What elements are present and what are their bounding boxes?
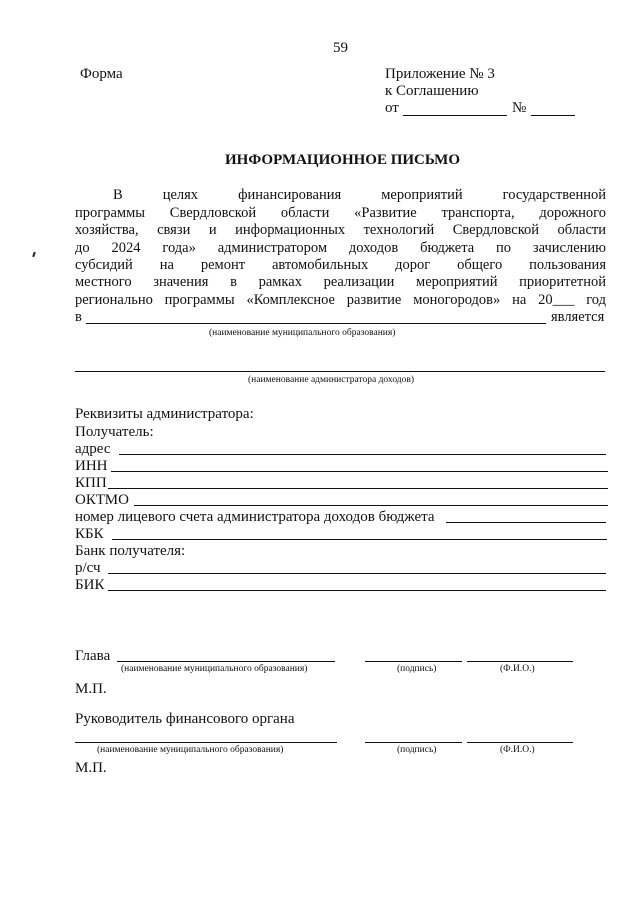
finance-caption-sign: (подпись) xyxy=(397,745,437,755)
caption-municipality: (наименование муниципального образования) xyxy=(209,328,396,338)
admin-line[interactable] xyxy=(75,371,605,372)
bik-field[interactable] xyxy=(108,590,606,591)
appendix-from: от xyxy=(385,100,399,116)
finance-caption-name: (наименование муниципального образования) xyxy=(97,745,284,755)
appendix-line1: Приложение № 3 xyxy=(385,66,495,82)
is-word: является xyxy=(551,309,605,325)
municipality-line[interactable] xyxy=(86,323,546,324)
requisites-title: Реквизиты администратора: xyxy=(75,406,254,422)
appendix-number-line xyxy=(531,115,575,116)
body-line-2: программы Свердловской области «Развитие транспорта, дорожного xyxy=(75,205,606,221)
finance-caption-fio: (Ф.И.О.) xyxy=(500,745,535,755)
account-label: номер лицевого счета администратора доходов бюджета xyxy=(75,509,435,525)
oktmo-field[interactable] xyxy=(134,505,608,506)
bank-label: Банк получателя: xyxy=(75,543,186,559)
head-sign-line[interactable] xyxy=(365,661,462,662)
body-line-3: хозяйства, связи и информационных технологий Свердловской области xyxy=(75,222,606,238)
in-word: в xyxy=(75,309,82,325)
inn-label: ИНН xyxy=(75,458,108,474)
kbk-field[interactable] xyxy=(112,539,607,540)
body-line-6: местного значения в рамках реализации мероприятий приоритетной xyxy=(75,274,606,290)
body-line-5: субсидий на ремонт автомобильных дорог общего пользования xyxy=(75,257,606,273)
stamp-label-2: М.П. xyxy=(75,760,107,776)
recipient-label: Получатель: xyxy=(75,424,154,440)
address-field[interactable] xyxy=(119,454,606,455)
account-field[interactable] xyxy=(446,522,606,523)
address-label: адрес xyxy=(75,441,111,457)
form-label: Форма xyxy=(80,66,123,82)
letter-title: ИНФОРМАЦИОННОЕ ПИСЬМО xyxy=(225,152,461,168)
bik-label: БИК xyxy=(75,577,105,593)
head-label: Глава xyxy=(75,648,111,664)
body-line-4: до 2024 года» администратором доходов бюджета по зачислению xyxy=(75,240,606,256)
oktmo-label: ОКТМО xyxy=(75,492,129,508)
head-caption-fio: (Ф.И.О.) xyxy=(500,664,535,674)
stamp-label-1: М.П. xyxy=(75,681,107,697)
rs-field[interactable] xyxy=(108,573,606,574)
head-fio-line[interactable] xyxy=(467,661,573,662)
appendix-number: № xyxy=(512,100,527,116)
body-line-7: регионально программы «Комплексное развитие моногородов» на 20___ год xyxy=(75,292,606,308)
caption-admin: (наименование администратора доходов) xyxy=(248,375,415,385)
finance-name-line[interactable] xyxy=(75,742,337,743)
head-name-line[interactable] xyxy=(117,661,335,662)
kpp-field[interactable] xyxy=(108,488,608,489)
head-caption-sign: (подпись) xyxy=(397,664,437,674)
body-line-1: В целях финансирования мероприятий государственной xyxy=(113,187,606,203)
finance-sign-line[interactable] xyxy=(365,742,462,743)
finance-fio-line[interactable] xyxy=(467,742,573,743)
appendix-date-line xyxy=(403,115,507,116)
head-caption-name: (наименование муниципального образования) xyxy=(121,664,308,674)
appendix-line2: к Соглашению xyxy=(385,83,479,99)
finance-head-label: Руководитель финансового органа xyxy=(75,711,295,727)
margin-mark xyxy=(32,252,36,257)
kpp-label: КПП xyxy=(75,475,107,491)
rs-label: р/сч xyxy=(75,560,101,576)
page-number: 59 xyxy=(333,40,348,56)
inn-field[interactable] xyxy=(111,471,608,472)
kbk-label: КБК xyxy=(75,526,104,542)
